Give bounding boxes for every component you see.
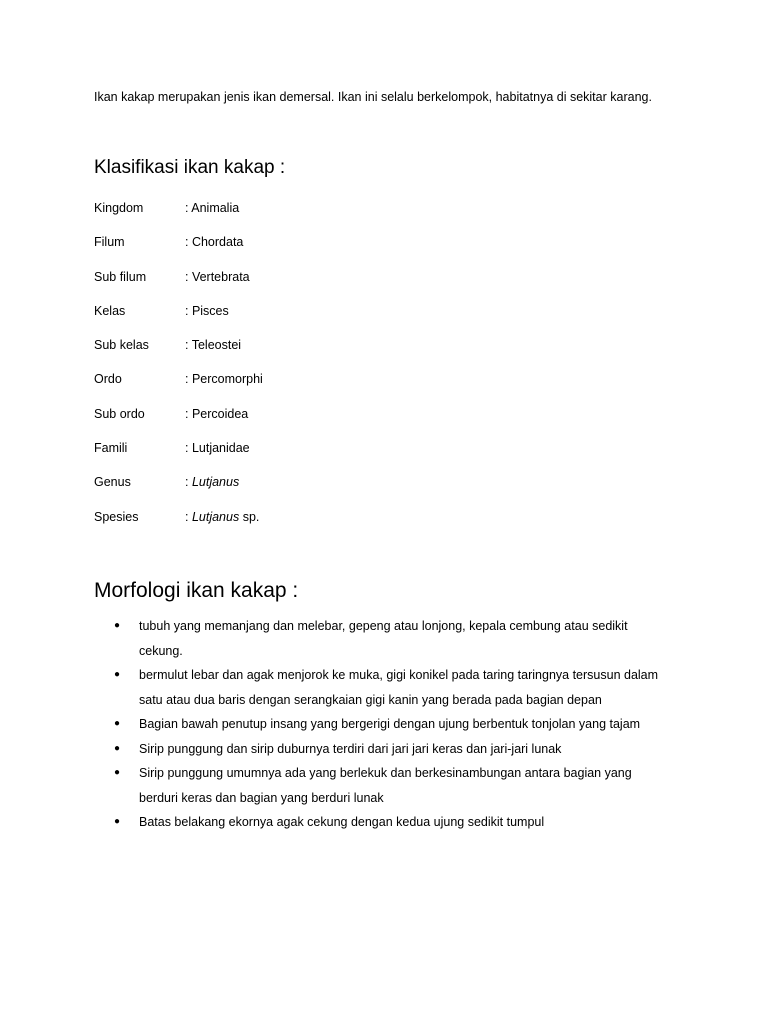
klasifikasi-value: : Percomorphi xyxy=(185,372,263,387)
list-item-text: bermulut lebar dan agak menjorok ke muka, gigi konikel pada taring taringnya tersusun dalam satu atau dua baris dengan serangkaian gigi kanin yang berada pada bagian depan xyxy=(139,668,659,707)
list-item-text: Batas belakang ekornya agak cekung dengan kedua ujung sedikit tumpul xyxy=(139,815,545,829)
klasifikasi-row-sub-filum xyxy=(94,268,494,302)
list-item xyxy=(114,737,674,762)
klasifikasi-row-sub-kelas xyxy=(94,336,494,370)
list-item-text: Sirip punggung dan sirip duburnya terdiri dari jari jari keras dan jari-jari lunak xyxy=(139,741,562,756)
bullet-icon: ● xyxy=(114,718,121,729)
klasifikasi-label: Ordo xyxy=(94,372,122,387)
klasifikasi-label: Kingdom xyxy=(94,201,144,215)
list-item xyxy=(114,614,674,663)
klasifikasi-value: : Animalia xyxy=(185,201,240,215)
klasifikasi-label: Sub filum xyxy=(94,269,147,284)
klasifikasi-value: : Vertebrata xyxy=(185,269,250,284)
klasifikasi-row-sub-ordo xyxy=(94,405,494,439)
klasifikasi-row-spesies xyxy=(94,508,494,542)
list-item-text: Bagian bawah penutup insang yang bergerigi dengan ujung berbentuk tonjolan yang tajam xyxy=(139,717,641,731)
klasifikasi-label: Filum xyxy=(94,235,125,250)
list-item-text: Sirip punggung umumnya ada yang berlekuk dan berkesinambungan antara bagian yang berduri keras dan bagian yang berduri lunak xyxy=(139,766,632,805)
klasifikasi-label: Spesies xyxy=(94,509,139,524)
genus-name-italic: Lutjanus xyxy=(191,509,240,524)
klasifikasi-label: Kelas xyxy=(94,303,126,318)
klasifikasi-value: : Chordata xyxy=(185,235,244,250)
morfologi-heading: Morfologi ikan kakap : xyxy=(94,579,299,602)
klasifikasi-table xyxy=(94,199,494,542)
value-suffix: sp. xyxy=(239,509,260,524)
klasifikasi-label: Genus xyxy=(94,475,131,490)
list-item xyxy=(114,761,674,810)
bullet-icon: ● xyxy=(114,669,121,680)
morfologi-list xyxy=(114,614,674,835)
klasifikasi-heading: Klasifikasi ikan kakap : xyxy=(94,157,286,178)
bullet-icon: ● xyxy=(114,620,121,631)
klasifikasi-value: : Teleostei xyxy=(185,338,242,353)
klasifikasi-label: Sub ordo xyxy=(94,406,145,421)
klasifikasi-value xyxy=(185,473,239,491)
list-item xyxy=(114,663,674,712)
bullet-icon: ● xyxy=(114,742,121,754)
klasifikasi-value xyxy=(185,508,259,526)
list-item-text: tubuh yang memanjang dan melebar, gepeng atau lonjong, kepala cembung atau sedikit cekung. xyxy=(139,619,628,658)
klasifikasi-row-kingdom xyxy=(94,199,494,233)
klasifikasi-value: : Pisces xyxy=(185,303,229,318)
genus-name-italic: Lutjanus xyxy=(191,475,240,490)
list-item xyxy=(114,712,674,737)
klasifikasi-row-ordo xyxy=(94,370,494,404)
bullet-icon: ● xyxy=(114,816,121,827)
klasifikasi-row-famili xyxy=(94,439,494,473)
intro-paragraph: Ikan kakap merupakan jenis ikan demersal. Ikan ini selalu berkelompok, habitatnya di sekitar karang. xyxy=(94,90,652,104)
klasifikasi-label: Famili xyxy=(94,441,128,456)
value-prefix: : xyxy=(185,509,192,524)
klasifikasi-value: : Lutjanidae xyxy=(185,441,250,456)
list-item xyxy=(114,810,674,835)
klasifikasi-label: Sub kelas xyxy=(94,338,149,353)
klasifikasi-row-kelas xyxy=(94,302,494,336)
klasifikasi-row-filum xyxy=(94,233,494,267)
klasifikasi-row-genus xyxy=(94,473,494,507)
value-prefix: : xyxy=(185,475,192,490)
klasifikasi-value: : Percoidea xyxy=(185,406,249,421)
bullet-icon: ● xyxy=(114,767,121,778)
